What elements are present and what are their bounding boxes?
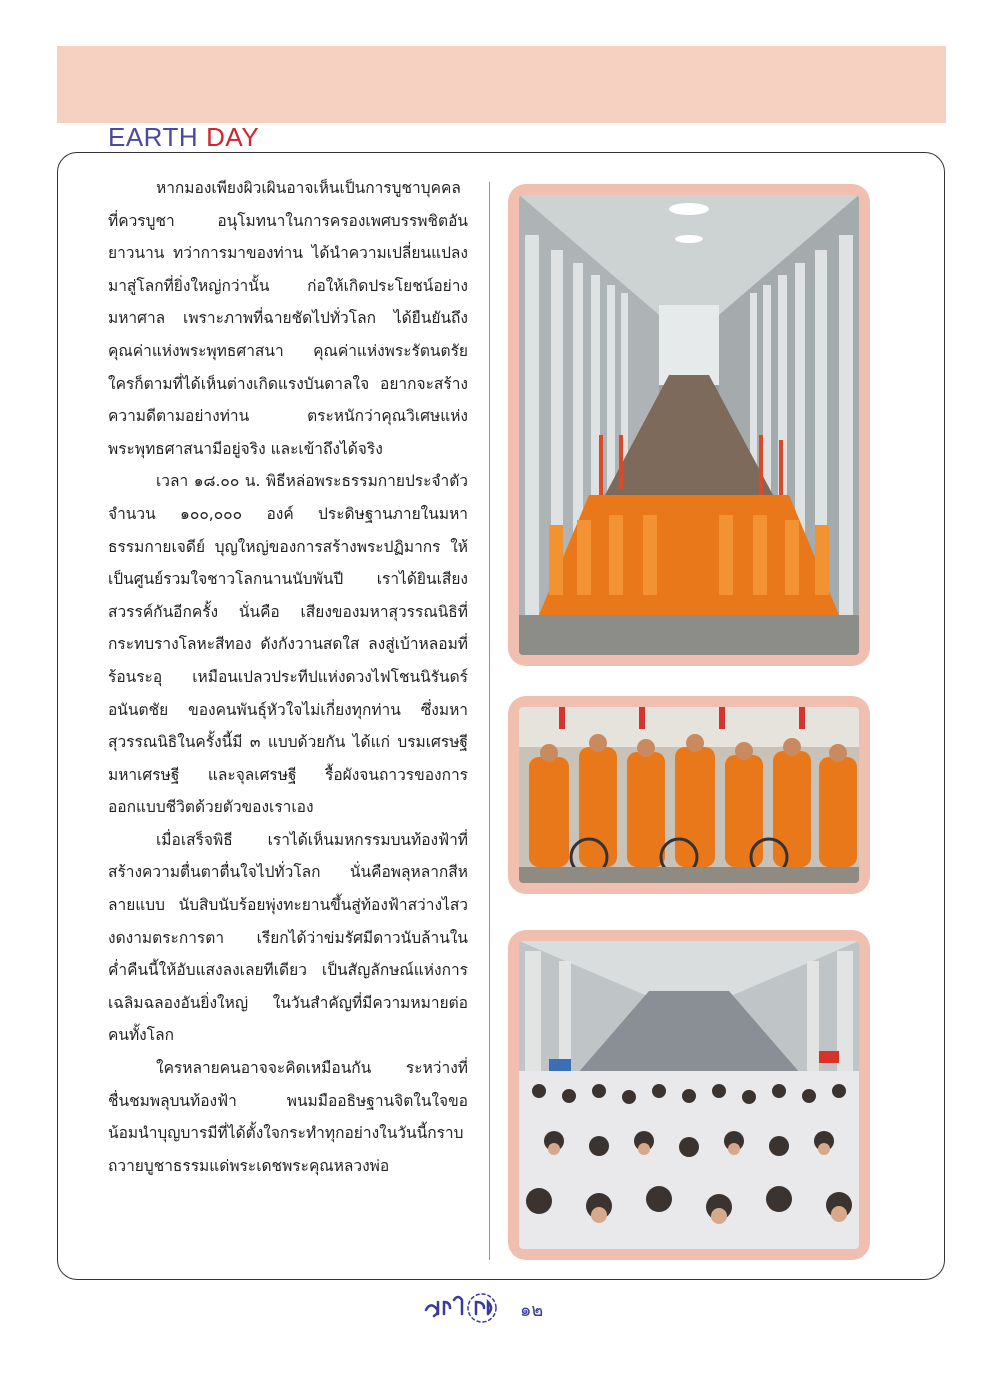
paragraph: เมื่อเสร็จพิธี เราได้เห็นมหกรรมบนท้องฟ้าที่สร้างความตื่นตาตื่นใจไปทั่วโลก นั่นคือพลุหลากสีหลายแบบ นับสิบนับร้อยพุ่งทะยานขึ้นสู่ท้องฟ้าสว่างไสว งดงามตระการตา เรียกได้ว่าข่มรัศมีดาวนับล้านในค่ำคืนนี้ให้อับแสงลงเลยทีเดียว เป็นสัญลักษณ์แห่งการเฉลิมฉลองอันยิ่งใหญ่ ในวันสำคัญที่มีความหมายต่อคนทั้งโลก [108,830,468,1045]
page-number: ๑๒ [520,1300,544,1321]
photo-monks-corridor [508,184,870,666]
column-divider [489,182,490,1260]
section-title [108,122,259,153]
section-title-day: DAY [206,122,260,152]
photo-monks-wheelchairs [508,696,870,894]
crowd-image [519,941,859,1249]
photo-crowd [508,930,870,1260]
paragraph: ใครหลายคนอาจจะคิดเหมือนกัน ระหว่างที่ชื่นชมพลุบนท้องฟ้า พนมมืออธิษฐานจิตในใจขอน้อมนำบุญบารมีที่ได้ตั้งใจกระทำทุกอย่างในวันนี้กราบถวายบูชาธรรมแด่พระเดชพระคุณหลวงพ่อ [108,1059,468,1175]
paragraph: หากมองเพียงผิวเผินอาจเห็นเป็นการบูชาบุคคลที่ควรบูชา อนุโมทนาในการครองเพศบรรพชิตอันยาวนาน ทว่าการมาของท่าน ได้นำความเปลี่ยนแปลงมาสู่โลกที่ยิ่งใหญ่กว่านั้น ก่อให้เกิดประโยชน์อย่างมหาศาล เพราะภาพที่ฉายชัดไปทั่วโลก ได้ยืนยันถึงคุณค่าแห่งพระพุทธศาสนา คุณค่าแห่งพระรัตนตรัย ใครก็ตามที่ได้เห็นต่างเกิดแรงบันดาลใจ อยากจะสร้างความดีตามอย่างท่าน ตระหนักว่าคุณวิเศษแห่งพระพุทธศาสนามีอยู่จริง และเข้าถึงได้จริง [108,179,468,458]
monks-corridor-image [519,195,859,655]
magazine-logo [420,1288,516,1328]
page-footer [420,1288,580,1328]
paragraph: เวลา ๑๘.๐๐ น. พิธีหล่อพระธรรมกายประจำตัว จำนวน ๑๐๐,๐๐๐ องค์ ประดิษฐานภายในมหาธรรมกายเจดีย์ บุญใหญ่ของการสร้างพระปฏิมากร ให้เป็นศูนย์รวมใจชาวโลกนานนับพันปี เราได้ยินเสียงสวรรค์กันอีกครั้ง นั่นคือ เสียงของมหาสุวรรณนิธิที่กระทบรางโลหะสีทอง ดังกังวานสดใส ลงสู่เบ้าหลอมที่ร้อนระอุ เหมือนเปลวประทีปแห่งดวงไฟโชนนิรันดร์ อนันตชัย ของคนพันธุ์หัวใจไม่เกี่ยงทุกท่าน ซึ่งมหาสุวรรณนิธิในครั้งนี้มี ๓ แบบด้วยกัน ได้แก่ บรมเศรษฐี มหาเศรษฐี และจุลเศรษฐี รื้อผังจนถาวรของการออกแบบชีวิตด้วยตัวของเราเอง [108,472,468,817]
article-text [108,172,468,1182]
header-band [57,46,946,123]
monks-wheelchairs-image [519,707,859,883]
section-title-earth: EARTH [108,122,199,152]
